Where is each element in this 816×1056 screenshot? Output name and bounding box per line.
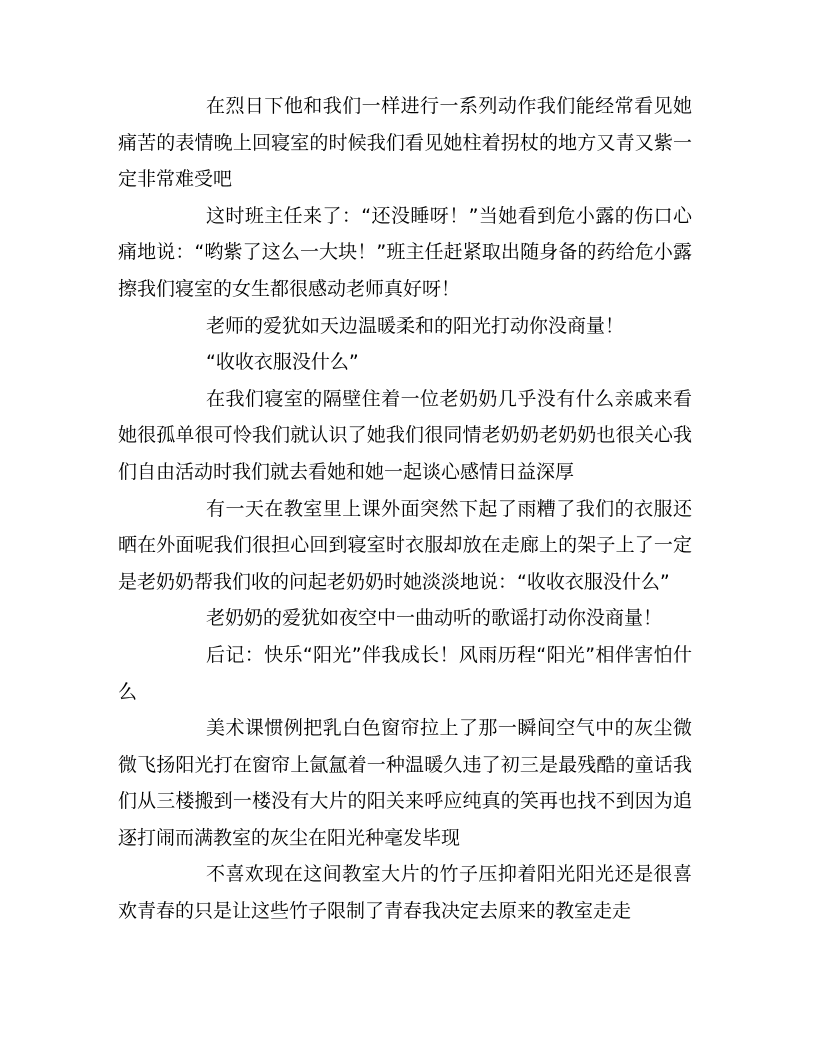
paragraph-5: 在我们寝室的隔壁住着一位老奶奶几乎没有什么亲戚来看她很孤单很可怜我们就认识了她我们很同情老奶奶老奶奶也很关心我们自由活动时我们就去看她和她一起谈心感情日益深厚	[118, 387, 692, 483]
paragraph-4: “收收衣服没什么”	[206, 351, 359, 374]
paragraph-7: 老奶奶的爱犹如夜空中一曲动听的歌谣打动你没商量！	[206, 607, 663, 630]
paragraph-10: 不喜欢现在这间教室大片的竹子压抑着阳光阳光还是很喜欢青春的只是让这些竹子限制了青春我决定去原来的教室走走	[118, 863, 692, 923]
paragraph-2: 这时班主任来了：“还没睡呀！”当她看到危小露的伤口心痛地说：“哟紫了这么一大块！”班主任赶紧取出随身备的药给危小露擦我们寝室的女生都很感动老师真好呀！	[118, 204, 692, 300]
paragraph-1: 在烈日下他和我们一样进行一系列动作我们能经常看见她痛苦的表情晚上回寝室的时候我们看见她柱着拐杖的地方又青又紫一定非常难受吧	[118, 95, 692, 191]
document-body	[118, 88, 692, 930]
paragraph-8: 后记：快乐“阳光”伴我成长！风雨历程“阳光”相伴害怕什么	[118, 643, 692, 703]
paragraph-9: 美术课惯例把乳白色窗帘拉上了那一瞬间空气中的灰尘微微飞扬阳光打在窗帘上氤氲着一种温暖久违了初三是最残酷的童话我们从三楼搬到一楼没有大片的阳关来呼应纯真的笑再也找不到因为追逐打闹而满教室的灰尘在阳光种毫发毕现	[118, 717, 692, 849]
paragraph-6: 有一天在教室里上课外面突然下起了雨糟了我们的衣服还晒在外面呢我们很担心回到寝室时衣服却放在走廊上的架子上了一定是老奶奶帮我们收的问起老奶奶时她淡淡地说：“收收衣服没什么”	[118, 497, 692, 593]
paragraph-3: 老师的爱犹如天边温暖柔和的阳光打动你没商量！	[206, 314, 625, 337]
